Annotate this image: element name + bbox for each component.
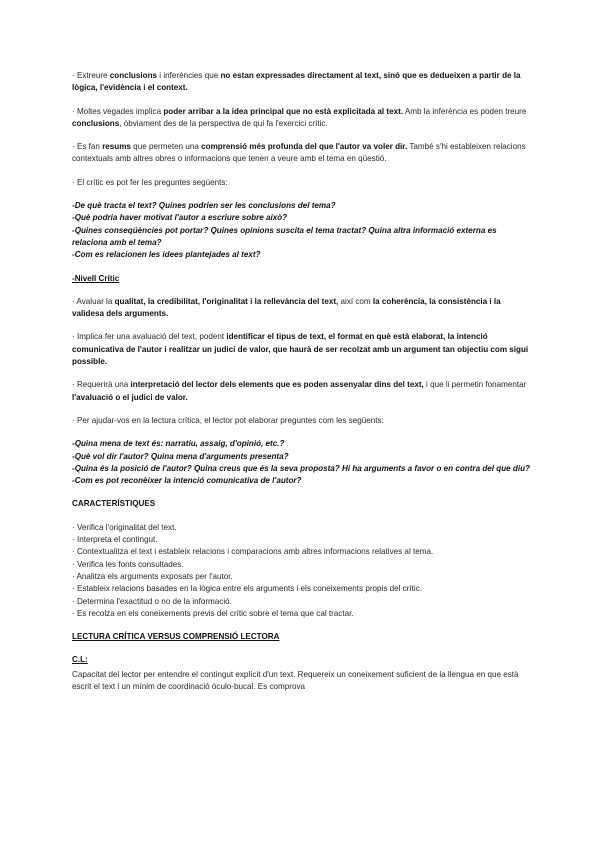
paragraph-cl-definition: Capacitat del lector per entendre el contingut explícit d'un text. Requereix un coneixement suficient de la llengua en que està escrit el text i un mínim de coordinació òculo-bucal. Es comprova [72,669,519,691]
list-item: · Es recolza en els coneixements previs del crític sobre el tema que cal tractar. [72,608,354,618]
paragraph-main-idea: · Moltes vegades implica poder arribar a la idea principal que no està explicitada al text. Amb la inferència es poden treure conclusions, òbviament des de la perspectiva de qui fa l'exercici crític. [72,106,527,128]
question-item: -Quina és la posició de l'autor? Quina creus que és la seva proposta? Hi ha arguments a favor o en contra del que diu? [72,463,530,473]
list-item: · Interpreta el contingut. [72,535,158,545]
subheading-cl: C.L: [72,655,88,665]
paragraph-conclusions: · Extreure conclusions i inferències que no estan expressades directament al text, sinó que es dedueixen a partir de la lògica, l'evidència i el context. [72,71,521,93]
list-item: · Determina l'exactitud o no de la informació. [72,596,232,606]
paragraph-interpretation: · Requerirà una interpretació del lector dels elements que es poden assenyalar dins del text, i que li permetin fonamentar l'avaluació o el judici de valor. [72,380,527,402]
question-item: -Quines conseqüències pot portar? Quines opinions suscita el tema tractat? Quina altra informació externa es relaciona amb el tema? [72,225,497,247]
paragraph-questions-intro: · El crític es pot fer les preguntes següents: [72,177,228,187]
document-page [72,70,532,693]
question-item: -Quina mena de text és: narratiu, assaig, d'opinió, etc.? [72,439,285,449]
list-item: · Contextualitza el text i estableix relacions i comparacions amb altres informacions relatives al tema. [72,547,434,557]
paragraph-evaluation-implies: · Implica fer una avaluació del text, podent identificar el tipus de text, el format en què està elaborat, la intenció comunicativa de l'autor i realitzar un judici de valor, que haurà de ser recolzat amb un argument tan objectiu com sigui possible. [72,332,529,367]
question-item: -De què tracta el text? Quines podrien ser les conclusions del tema? [72,201,336,211]
question-item: -Com es relacionen les idees plantejades al text? [72,250,261,260]
list-item: · Estableix relacions basades en la lògica entre els arguments i els coneixements propis del crític. [72,584,423,594]
paragraph-help-questions: · Per ajudar-vos en la lectura crítica, el lector pot elaborar preguntes com les següents: [72,415,384,425]
question-item: -Com es pot reconèixer la intenció comunicativa de l'autor? [72,476,302,486]
question-item: -Què podria haver motivat l'autor a escriure sobre això? [72,213,288,223]
question-list-critical [72,438,532,487]
list-item: · Analitza els arguments exposats per l'autor. [72,571,233,581]
paragraph-evaluate: · Avaluar la qualitat, la credibilitat, l'originalitat i la rellevància del text, així com la coherència, la consistència i la validesa dels arguments. [72,296,501,319]
question-item: -Què vol dir l'autor? Quina mena d'arguments presenta? [72,451,289,461]
characteristics-list [72,522,532,620]
question-list-inferential [72,200,532,261]
list-item: · Verifica les fonts consultades. [72,559,184,569]
section-heading-nivell-critic: -Nivell Crític [72,273,120,283]
section-heading-versus: LECTURA CRÍTICA VERSUS COMPRENSIÓ LECTORA [72,632,280,642]
paragraph-summaries: · Es fan resums que permeten una comprensió més profunda del que l'autor va voler dir. També s'hi estableixen relacions contextuals amb altres obres o informacions que tenen a veure amb el tema en qüestió. [72,142,526,164]
section-heading-caracteristiques: CARACTERÍSTIQUES [72,499,156,509]
list-item: · Verifica l'originalitat del text. [72,522,177,532]
